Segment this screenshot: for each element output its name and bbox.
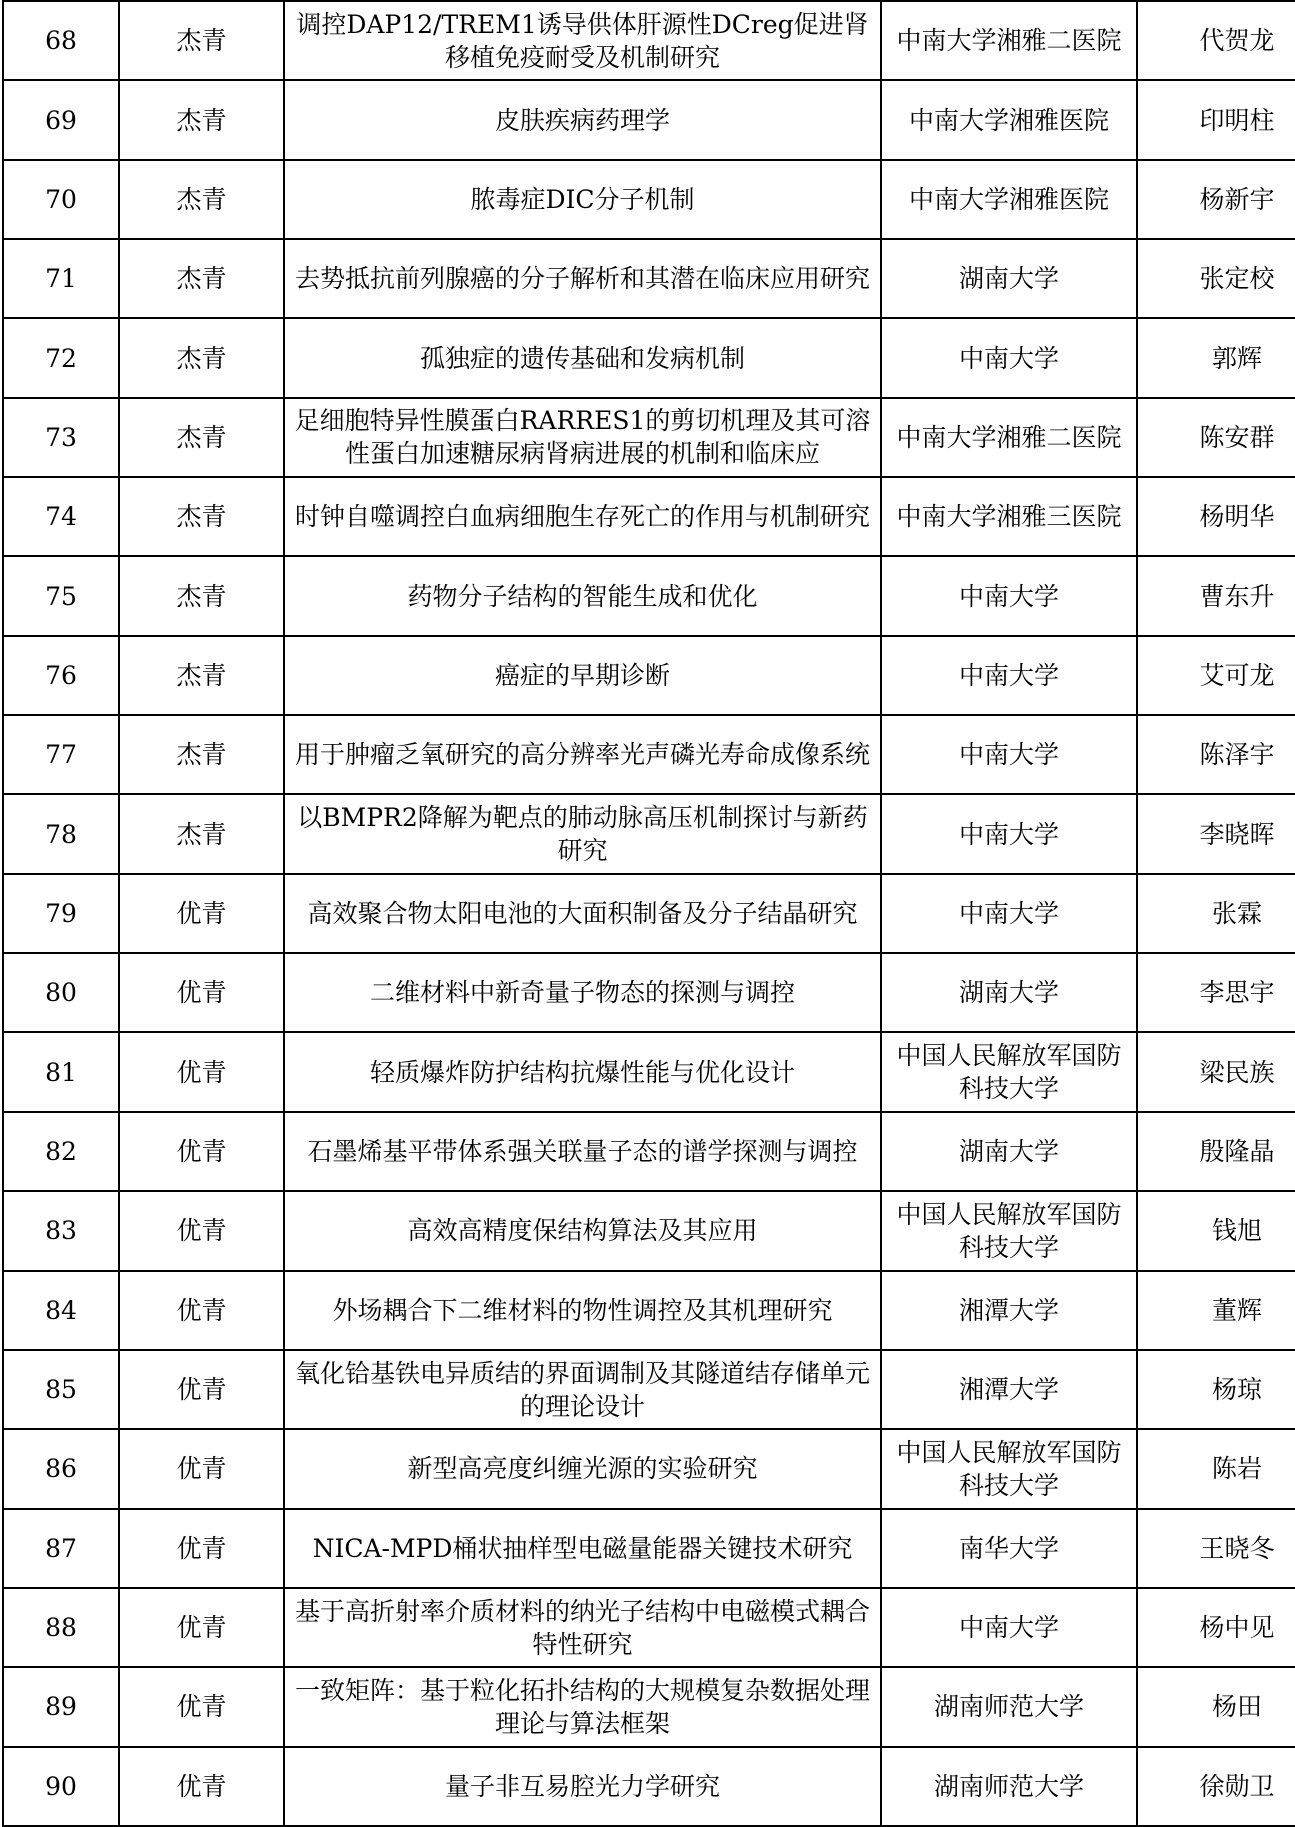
applicant-name-cell: 杨明华 [1137, 477, 1295, 556]
institution-cell: 中国人民解放军国防科技大学 [881, 1191, 1137, 1270]
institution-cell: 湖南大学 [881, 1112, 1137, 1191]
applicant-name-cell: 董辉 [1137, 1271, 1295, 1350]
institution-cell: 湖南师范大学 [881, 1747, 1137, 1826]
row-number-cell: 88 [3, 1588, 119, 1667]
institution-cell: 湖南大学 [881, 953, 1137, 1032]
table-row [3, 636, 1295, 715]
project-title-cell: 药物分子结构的智能生成和优化 [284, 556, 881, 635]
applicant-name-cell: 梁民族 [1137, 1032, 1295, 1111]
grant-type-cell: 杰青 [119, 160, 284, 239]
applicant-name-cell: 杨中见 [1137, 1588, 1295, 1667]
applicant-name-cell: 陈岩 [1137, 1429, 1295, 1508]
applicant-name-cell: 杨新宇 [1137, 160, 1295, 239]
applicant-name-cell: 代贺龙 [1137, 1, 1295, 80]
table-row [3, 715, 1295, 794]
applicant-name-cell: 钱旭 [1137, 1191, 1295, 1270]
applicant-name-cell: 艾可龙 [1137, 636, 1295, 715]
table-row [3, 556, 1295, 635]
applicant-name-cell: 张定校 [1137, 239, 1295, 318]
project-list-table [2, 0, 1295, 1827]
project-title-cell: NICA-MPD桶状抽样型电磁量能器关键技术研究 [284, 1509, 881, 1588]
applicant-name-cell: 徐勋卫 [1137, 1747, 1295, 1826]
row-number-cell: 80 [3, 953, 119, 1032]
applicant-name-cell: 李思宇 [1137, 953, 1295, 1032]
table-row [3, 477, 1295, 556]
grant-type-cell: 优青 [119, 1191, 284, 1270]
grant-type-cell: 优青 [119, 1667, 284, 1746]
project-title-cell: 二维材料中新奇量子物态的探测与调控 [284, 953, 881, 1032]
applicant-name-cell: 王晓冬 [1137, 1509, 1295, 1588]
grant-type-cell: 杰青 [119, 398, 284, 477]
institution-cell: 中南大学湘雅医院 [881, 80, 1137, 159]
table-row [3, 874, 1295, 953]
row-number-cell: 87 [3, 1509, 119, 1588]
grant-type-cell: 优青 [119, 953, 284, 1032]
table-row [3, 1191, 1295, 1270]
table-row [3, 80, 1295, 159]
institution-cell: 中南大学湘雅三医院 [881, 477, 1137, 556]
table-row [3, 239, 1295, 318]
row-number-cell: 69 [3, 80, 119, 159]
row-number-cell: 76 [3, 636, 119, 715]
table-body [3, 1, 1295, 1826]
row-number-cell: 83 [3, 1191, 119, 1270]
row-number-cell: 68 [3, 1, 119, 80]
table-row [3, 1509, 1295, 1588]
row-number-cell: 72 [3, 318, 119, 397]
row-number-cell: 71 [3, 239, 119, 318]
project-title-cell: 外场耦合下二维材料的物性调控及其机理研究 [284, 1271, 881, 1350]
table-row [3, 318, 1295, 397]
table-row [3, 1429, 1295, 1508]
institution-cell: 中南大学 [881, 715, 1137, 794]
project-title-cell: 氧化铪基铁电异质结的界面调制及其隧道结存储单元的理论设计 [284, 1350, 881, 1429]
grant-type-cell: 优青 [119, 874, 284, 953]
project-title-cell: 石墨烯基平带体系强关联量子态的谱学探测与调控 [284, 1112, 881, 1191]
row-number-cell: 78 [3, 794, 119, 873]
grant-type-cell: 杰青 [119, 80, 284, 159]
project-title-cell: 调控DAP12/TREM1诱导供体肝源性DCreg促进肾移植免疫耐受及机制研究 [284, 1, 881, 80]
applicant-name-cell: 印明柱 [1137, 80, 1295, 159]
applicant-name-cell: 陈泽宇 [1137, 715, 1295, 794]
institution-cell: 中南大学湘雅医院 [881, 160, 1137, 239]
table-row [3, 794, 1295, 873]
row-number-cell: 85 [3, 1350, 119, 1429]
project-title-cell: 时钟自噬调控白血病细胞生存死亡的作用与机制研究 [284, 477, 881, 556]
project-title-cell: 癌症的早期诊断 [284, 636, 881, 715]
table-row [3, 398, 1295, 477]
institution-cell: 中南大学 [881, 874, 1137, 953]
grant-type-cell: 杰青 [119, 1, 284, 80]
project-title-cell: 轻质爆炸防护结构抗爆性能与优化设计 [284, 1032, 881, 1111]
project-title-cell: 足细胞特异性膜蛋白RARRES1的剪切机理及其可溶性蛋白加速糖尿病肾病进展的机制和临床应 [284, 398, 881, 477]
project-title-cell: 新型高亮度纠缠光源的实验研究 [284, 1429, 881, 1508]
applicant-name-cell: 杨琼 [1137, 1350, 1295, 1429]
table-row [3, 953, 1295, 1032]
institution-cell: 湘潭大学 [881, 1350, 1137, 1429]
grant-type-cell: 优青 [119, 1429, 284, 1508]
project-title-cell: 一致矩阵：基于粒化拓扑结构的大规模复杂数据处理理论与算法框架 [284, 1667, 881, 1746]
row-number-cell: 90 [3, 1747, 119, 1826]
grant-type-cell: 优青 [119, 1747, 284, 1826]
row-number-cell: 84 [3, 1271, 119, 1350]
project-title-cell: 皮肤疾病药理学 [284, 80, 881, 159]
applicant-name-cell: 陈安群 [1137, 398, 1295, 477]
grant-type-cell: 杰青 [119, 239, 284, 318]
grant-type-cell: 杰青 [119, 794, 284, 873]
row-number-cell: 75 [3, 556, 119, 635]
grant-type-cell: 优青 [119, 1032, 284, 1111]
table-row [3, 1350, 1295, 1429]
project-title-cell: 基于高折射率介质材料的纳光子结构中电磁模式耦合特性研究 [284, 1588, 881, 1667]
table-row [3, 1588, 1295, 1667]
row-number-cell: 77 [3, 715, 119, 794]
institution-cell: 中国人民解放军国防科技大学 [881, 1032, 1137, 1111]
row-number-cell: 89 [3, 1667, 119, 1746]
institution-cell: 中南大学 [881, 636, 1137, 715]
institution-cell: 中南大学 [881, 318, 1137, 397]
institution-cell: 南华大学 [881, 1509, 1137, 1588]
institution-cell: 中南大学 [881, 1588, 1137, 1667]
grant-type-cell: 优青 [119, 1588, 284, 1667]
project-title-cell: 脓毒症DIC分子机制 [284, 160, 881, 239]
table-row [3, 1271, 1295, 1350]
row-number-cell: 74 [3, 477, 119, 556]
institution-cell: 中南大学 [881, 794, 1137, 873]
row-number-cell: 86 [3, 1429, 119, 1508]
institution-cell: 湖南师范大学 [881, 1667, 1137, 1746]
grant-type-cell: 杰青 [119, 556, 284, 635]
institution-cell: 中南大学湘雅二医院 [881, 398, 1137, 477]
row-number-cell: 70 [3, 160, 119, 239]
grant-type-cell: 优青 [119, 1509, 284, 1588]
table-row [3, 1, 1295, 80]
institution-cell: 湘潭大学 [881, 1271, 1137, 1350]
grant-type-cell: 杰青 [119, 318, 284, 397]
institution-cell: 湖南大学 [881, 239, 1137, 318]
table-row [3, 1747, 1295, 1826]
project-title-cell: 量子非互易腔光力学研究 [284, 1747, 881, 1826]
table-row [3, 160, 1295, 239]
project-title-cell: 高效高精度保结构算法及其应用 [284, 1191, 881, 1270]
table-row [3, 1032, 1295, 1111]
applicant-name-cell: 郭辉 [1137, 318, 1295, 397]
grant-type-cell: 杰青 [119, 477, 284, 556]
table-row [3, 1112, 1295, 1191]
project-title-cell: 以BMPR2降解为靶点的肺动脉高压机制探讨与新药研究 [284, 794, 881, 873]
grant-type-cell: 杰青 [119, 715, 284, 794]
row-number-cell: 82 [3, 1112, 119, 1191]
applicant-name-cell: 李晓晖 [1137, 794, 1295, 873]
table-row [3, 1667, 1295, 1746]
applicant-name-cell: 杨田 [1137, 1667, 1295, 1746]
applicant-name-cell: 张霖 [1137, 874, 1295, 953]
project-title-cell: 孤独症的遗传基础和发病机制 [284, 318, 881, 397]
applicant-name-cell: 殷隆晶 [1137, 1112, 1295, 1191]
grant-type-cell: 杰青 [119, 636, 284, 715]
project-title-cell: 用于肿瘤乏氧研究的高分辨率光声磷光寿命成像系统 [284, 715, 881, 794]
row-number-cell: 81 [3, 1032, 119, 1111]
applicant-name-cell: 曹东升 [1137, 556, 1295, 635]
grant-type-cell: 优青 [119, 1271, 284, 1350]
row-number-cell: 73 [3, 398, 119, 477]
institution-cell: 中国人民解放军国防科技大学 [881, 1429, 1137, 1508]
row-number-cell: 79 [3, 874, 119, 953]
grant-type-cell: 优青 [119, 1112, 284, 1191]
project-title-cell: 去势抵抗前列腺癌的分子解析和其潜在临床应用研究 [284, 239, 881, 318]
grant-type-cell: 优青 [119, 1350, 284, 1429]
institution-cell: 中南大学湘雅二医院 [881, 1, 1137, 80]
project-title-cell: 高效聚合物太阳电池的大面积制备及分子结晶研究 [284, 874, 881, 953]
institution-cell: 中南大学 [881, 556, 1137, 635]
